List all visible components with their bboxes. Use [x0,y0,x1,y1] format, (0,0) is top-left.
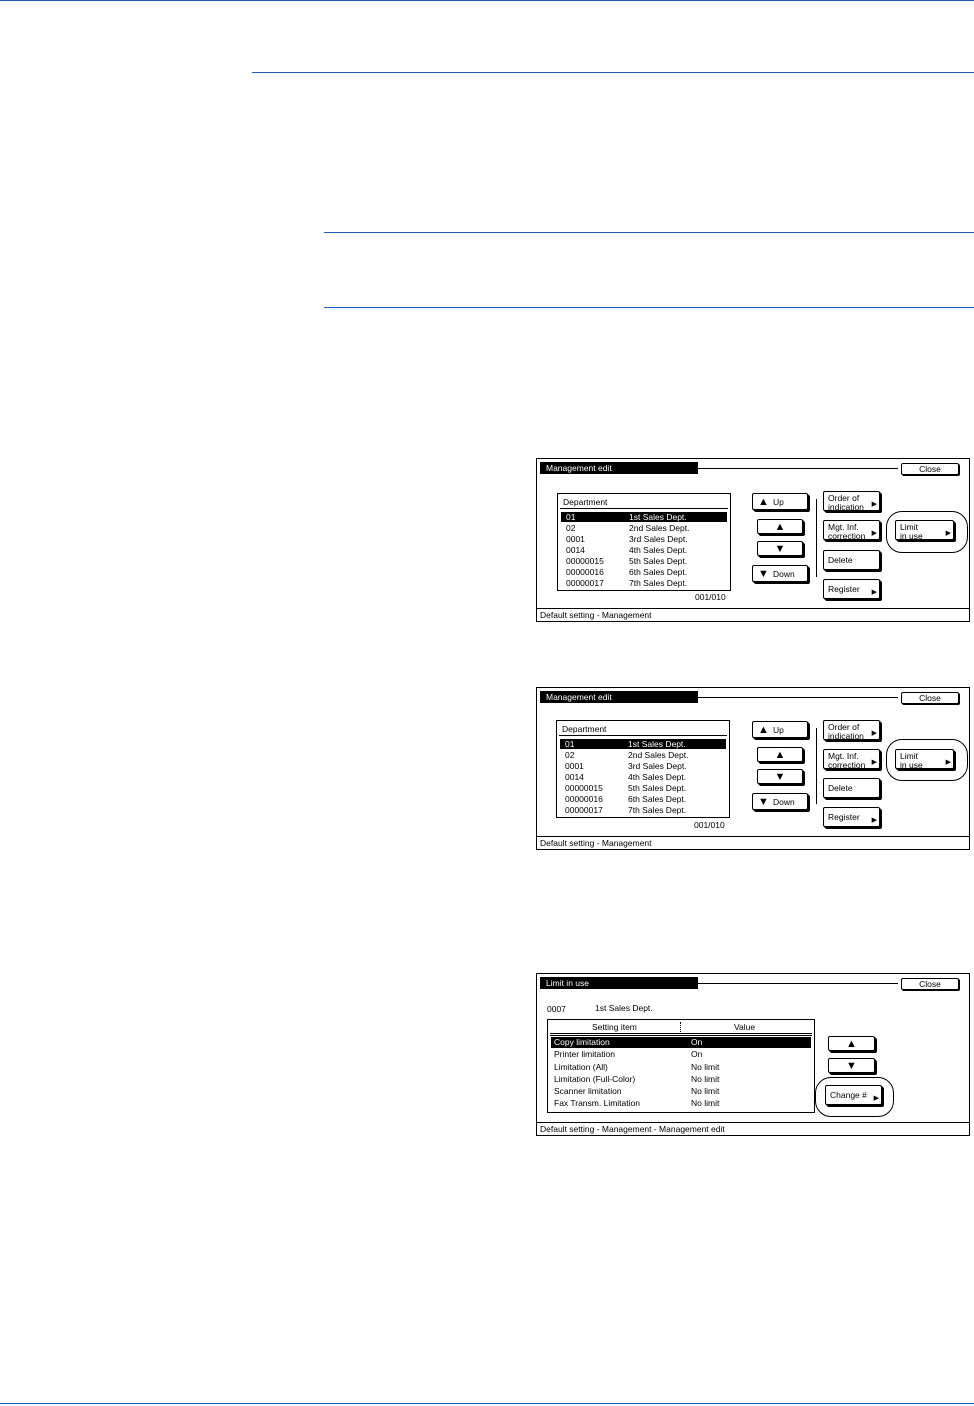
table-row[interactable] [551,1049,811,1060]
triangle-down-icon: ▼ [774,771,786,783]
list-separator [559,735,727,736]
button-divider [816,728,817,804]
status-bar: Default setting - Management [537,608,969,621]
dept-name: 4th Sales Dept. [629,545,688,555]
table-row[interactable] [551,1074,811,1085]
triangle-up-icon: ▲ [846,1038,857,1050]
list-item[interactable] [561,523,727,533]
screen-title: Management edit [540,462,698,474]
down-label: Down [773,797,795,807]
header-separator [550,1033,812,1034]
setting-item: Printer limitation [554,1049,615,1059]
button-divider [816,499,817,577]
change-number-button[interactable] [825,1085,882,1105]
setting-value: On [691,1049,703,1059]
list-item[interactable] [561,556,727,566]
dept-name: 1st Sales Dept. [629,512,687,522]
triangle-down-icon: ▼ [774,543,786,555]
page-counter: 001/010 [695,592,726,602]
list-item[interactable] [560,761,726,771]
list-item[interactable] [561,512,727,522]
list-item[interactable] [560,783,726,793]
list-item[interactable] [560,739,726,749]
dept-code: 00000017 [566,578,604,588]
dept-code: 02 [566,523,576,533]
note-rule-top [324,232,974,233]
order-label: Order of indication [828,722,864,741]
setting-item: Fax Transm. Limitation [554,1098,640,1108]
dept-code: 02 [565,750,575,760]
scroll-down-button[interactable] [757,769,803,784]
triangle-down-icon: ▼ [758,796,769,808]
setting-value: No limit [691,1098,720,1108]
up-label: Up [773,725,784,735]
note-rule-bottom [324,307,974,308]
order-label: Order of indication [828,493,864,512]
list-item[interactable] [561,534,727,544]
dept-name: 2nd Sales Dept. [628,750,689,760]
limit-label: Limit in use [900,751,923,770]
status-bar: Default setting - Management [537,836,969,849]
title-line [698,983,898,984]
submenu-arrow-icon: ▶ [871,759,877,766]
list-item[interactable] [560,805,726,815]
triangle-up-icon: ▲ [774,749,786,761]
table-row[interactable] [551,1037,811,1048]
title-line [698,468,898,469]
delete-label: Delete [828,783,853,793]
table-row[interactable] [551,1062,811,1073]
change-label: Change # [830,1090,867,1100]
close-button[interactable]: Close [901,978,959,990]
department-list [556,720,730,818]
dept-name: 1st Sales Dept. [595,1003,653,1013]
list-item[interactable] [561,545,727,555]
title-line [698,697,898,698]
close-button[interactable]: Close [901,463,959,475]
scroll-up-button[interactable] [757,519,803,534]
scroll-down-button[interactable] [757,541,803,556]
table-row[interactable] [551,1086,811,1097]
setting-item: Scanner limitation [554,1086,622,1096]
delete-button[interactable] [823,550,880,570]
scroll-down-button[interactable] [828,1058,875,1073]
setting-item: Limitation (All) [554,1062,608,1072]
limit-in-use-button[interactable] [895,520,954,540]
list-header: Department [562,724,607,734]
close-button[interactable]: Close [901,692,959,704]
submenu-arrow-icon: ▶ [871,730,877,737]
register-label: Register [828,812,860,822]
dept-name: 7th Sales Dept. [628,805,687,815]
status-bar: Default setting - Management - Management edit [537,1122,969,1135]
bottom-rule [0,1403,974,1404]
down-button[interactable] [752,565,808,582]
list-header: Department [563,497,608,507]
register-button[interactable] [823,807,880,827]
management-edit-screen-2 [536,687,970,850]
setting-item: Limitation (Full-Color) [554,1074,636,1084]
dept-code: 0007 [547,1004,566,1014]
column-header-setting-item: Setting item [592,1022,637,1032]
dept-name: 1st Sales Dept. [628,739,686,749]
setting-value: No limit [691,1062,720,1072]
submenu-arrow-icon: ▶ [945,759,951,766]
dept-code: 0014 [566,545,585,555]
up-button[interactable] [752,493,808,510]
dept-code: 00000016 [565,794,603,804]
dept-name: 5th Sales Dept. [628,783,687,793]
down-label: Down [773,569,795,579]
limit-in-use-button[interactable] [895,749,954,769]
dept-code: 0014 [565,772,584,782]
page-counter: 001/010 [694,820,725,830]
dept-name: 7th Sales Dept. [629,578,688,588]
dept-code: 0001 [565,761,584,771]
management-edit-screen-1 [536,458,970,622]
delete-label: Delete [828,555,853,565]
scroll-up-button[interactable] [757,747,803,762]
register-button[interactable] [823,579,880,599]
dept-code: 00000017 [565,805,603,815]
dept-name: 3rd Sales Dept. [628,761,687,771]
list-item[interactable] [560,772,726,782]
register-label: Register [828,584,860,594]
triangle-down-icon: ▼ [758,568,769,580]
column-divider [680,1022,681,1032]
department-list [557,493,731,591]
setting-value: No limit [691,1086,720,1096]
top-rule [0,0,974,1]
list-item[interactable] [561,578,727,588]
delete-button[interactable] [823,778,880,798]
list-item[interactable] [560,794,726,804]
dept-name: 6th Sales Dept. [628,794,687,804]
dept-code: 00000015 [565,783,603,793]
down-button[interactable] [752,793,808,810]
triangle-up-icon: ▲ [774,521,786,533]
dept-name: 6th Sales Dept. [629,567,688,577]
order-of-indication-button[interactable] [823,491,880,511]
setting-value: On [691,1037,703,1047]
dept-name: 2nd Sales Dept. [629,523,690,533]
limit-in-use-screen [536,973,970,1136]
list-item[interactable] [560,750,726,760]
submenu-arrow-icon: ▶ [873,1095,879,1102]
submenu-arrow-icon: ▶ [945,530,951,537]
dept-code: 01 [565,739,575,749]
dept-name: 5th Sales Dept. [629,556,688,566]
limit-label: Limit in use [900,522,923,541]
list-separator [560,508,728,509]
submenu-arrow-icon: ▶ [871,589,877,596]
mgt-inf-correction-button[interactable] [823,520,880,540]
dept-name: 4th Sales Dept. [628,772,687,782]
column-header-value: Value [734,1022,756,1032]
triangle-up-icon: ▲ [758,496,769,508]
table-row[interactable] [551,1098,811,1109]
header-separator-2 [550,1035,812,1036]
setting-item: Copy limitation [554,1037,610,1047]
list-item[interactable] [561,567,727,577]
limit-settings-table [547,1019,815,1113]
triangle-up-icon: ▲ [758,724,769,736]
mgt-inf-correction-button[interactable] [823,749,880,769]
scroll-up-button[interactable] [828,1036,875,1051]
triangle-down-icon: ▼ [846,1060,857,1072]
screen-title: Management edit [540,691,698,703]
dept-code: 00000015 [566,556,604,566]
mgt-label: Mgt. Inf. correction [828,522,866,541]
setting-value: No limit [691,1074,720,1084]
submenu-arrow-icon: ▶ [871,501,877,508]
dept-code: 00000016 [566,567,604,577]
dept-code: 01 [566,512,576,522]
dept-code: 0001 [566,534,585,544]
screen-title: Limit in use [540,977,698,989]
section-rule [252,72,974,73]
submenu-arrow-icon: ▶ [871,530,877,537]
up-label: Up [773,497,784,507]
mgt-label: Mgt. Inf. correction [828,751,866,770]
dept-name: 3rd Sales Dept. [629,534,688,544]
submenu-arrow-icon: ▶ [871,817,877,824]
up-button[interactable] [752,721,808,738]
order-of-indication-button[interactable] [823,720,880,740]
